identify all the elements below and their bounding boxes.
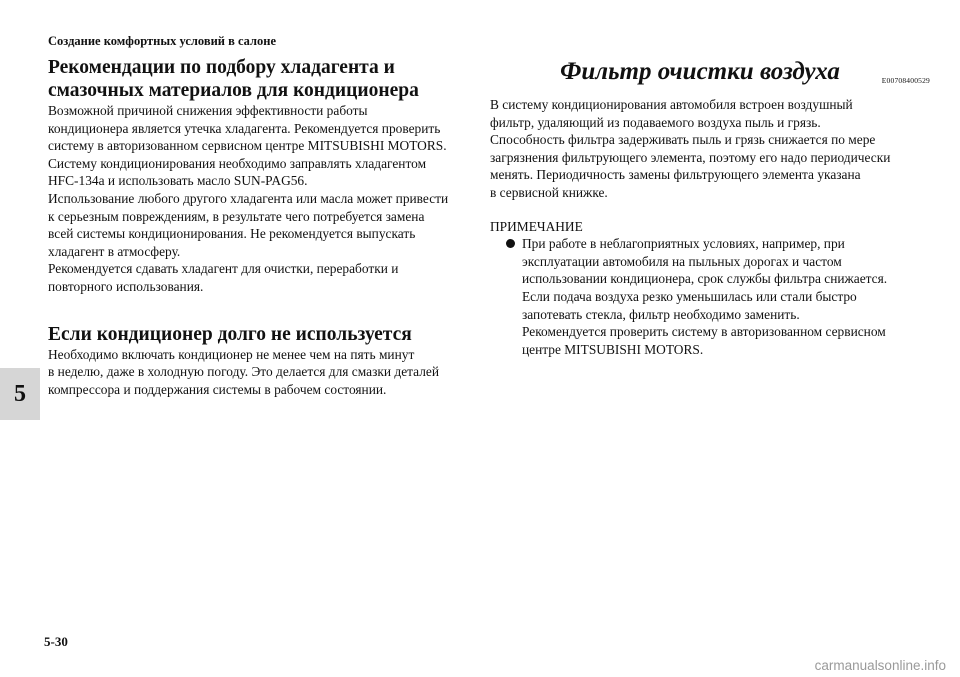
body-line: в сервисной книжке.	[490, 184, 608, 200]
body-line: менять. Периодичность замены фильтрующего элемента указана	[490, 167, 861, 183]
body-line: к серьезным повреждениям, в результате чего потребуется замена	[48, 208, 425, 224]
note-label: ПРИМЕЧАНИЕ	[490, 218, 583, 234]
body-line: всей системы кондиционирования. Не рекомендуется выпускать	[48, 226, 416, 242]
section-title-line: смазочных материалов для кондиционера	[48, 80, 419, 101]
bullet-icon	[506, 239, 515, 248]
section-body-refrigerant	[48, 102, 468, 296]
body-line: хладагент в атмосферу.	[48, 243, 181, 259]
filter-title-row	[490, 56, 930, 96]
note-item	[490, 235, 930, 358]
note-line: Если подача воздуха резко уменьшилась или стали быстро	[522, 288, 857, 304]
body-line: Использование любого другого хладагента или масла может привести	[48, 190, 449, 206]
note-line: эксплуатации автомобиля на пыльных дорогах и частом	[522, 253, 842, 269]
body-line: повторного использования.	[48, 278, 204, 294]
note-line: запотевать стекла, фильтр необходимо заменить.	[522, 306, 800, 322]
body-line: Систему кондиционирования необходимо заправлять хладагентом	[48, 155, 427, 171]
note-line: Рекомендуется проверить систему в авторизованном сервисном	[522, 324, 886, 340]
chapter-number: 5	[14, 380, 26, 407]
section-title-unused: Если кондиционер долго не используется	[48, 323, 412, 345]
section-title-line: Рекомендации по подбору хладагента и	[48, 57, 395, 78]
body-line: HFC-134a и использовать масло SUN-PAG56.	[48, 173, 308, 189]
note-line: При работе в неблагоприятных условиях, например, при	[522, 236, 845, 252]
right-column	[490, 56, 930, 358]
body-line: Необходимо включать кондиционер не менее чем на пять минут	[48, 346, 415, 362]
document-code: E00708400529	[881, 76, 930, 85]
page-number: 5-30	[44, 634, 68, 649]
running-header: Создание комфортных условий в салоне	[48, 34, 277, 48]
note-line: центре MITSUBISHI MOTORS.	[522, 341, 704, 357]
body-line: Способность фильтра задерживать пыль и грязь снижается по мере	[490, 132, 876, 148]
body-line: В систему кондиционирования автомобиля встроен воздушный	[490, 97, 853, 112]
body-line: систему в авторизованном сервисном центре MITSUBISHI MOTORS.	[48, 138, 447, 154]
body-line: в неделю, даже в холодную погоду. Это делается для смазки деталей	[48, 364, 440, 380]
section-body-unused	[48, 346, 468, 399]
body-line: Рекомендуется сдавать хладагент для очистки, переработки и	[48, 261, 399, 277]
left-column	[48, 56, 468, 398]
chapter-tab	[0, 368, 40, 420]
section-body-air-filter	[490, 96, 930, 202]
body-line: компрессора и поддержания системы в рабочем состоянии.	[48, 381, 387, 397]
body-line: загрязнения фильтрующего элемента, поэтому его надо периодически	[490, 149, 891, 165]
section-title-refrigerant	[48, 56, 468, 102]
watermark: carmanualsonline.info	[814, 658, 946, 673]
note-line: использовании кондиционера, срок службы фильтра снижается.	[522, 271, 888, 287]
body-line: кондиционера является утечка хладагента. Рекомендуется проверить	[48, 120, 441, 136]
section-title-air-filter: Фильтр очистки воздуха	[560, 58, 840, 85]
body-line: Возможной причиной снижения эффективности работы	[48, 103, 368, 118]
body-line: фильтр, удаляющий из подаваемого воздуха пыль и грязь.	[490, 114, 821, 130]
